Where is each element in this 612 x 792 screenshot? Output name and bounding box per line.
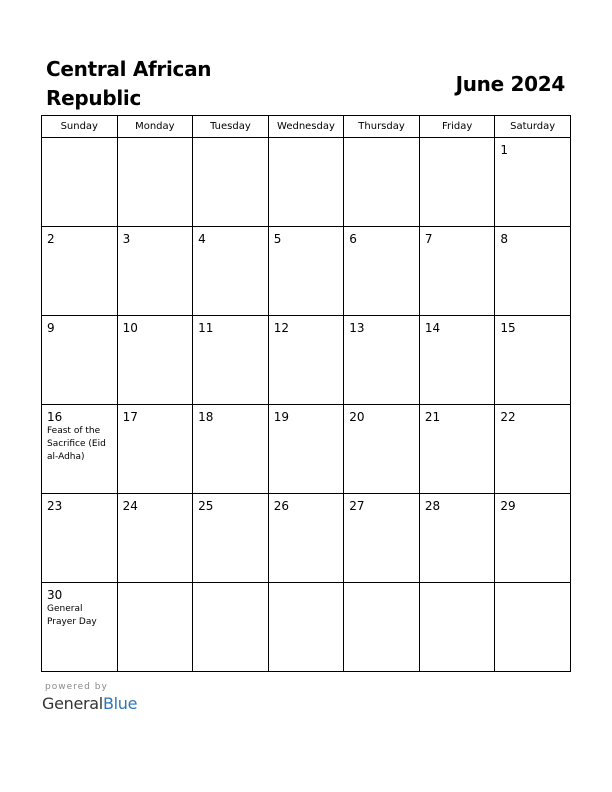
- day-number: [193, 138, 268, 143]
- day-cell: [344, 227, 420, 316]
- day-number: 5: [273, 232, 282, 246]
- day-number: [193, 583, 268, 588]
- weekday-header-row: [42, 116, 571, 138]
- country-title: Central African Republic: [46, 57, 212, 110]
- day-cell: [495, 405, 571, 494]
- day-number: 24: [122, 499, 138, 513]
- day-cell: [495, 138, 571, 227]
- day-cell: [268, 316, 344, 405]
- weekday-thursday: Thursday: [344, 116, 420, 138]
- week-row-4: [42, 405, 571, 494]
- day-cell: [419, 494, 495, 583]
- brand-part-blue: Blue: [102, 694, 138, 713]
- holiday-label: Feast of the Sacrifice (Eid al-Adha): [47, 426, 106, 462]
- day-number: 30: [47, 588, 63, 602]
- day-cell: [193, 405, 269, 494]
- week-row-6: [42, 583, 571, 672]
- day-cell: [117, 316, 193, 405]
- day-number: [118, 583, 193, 588]
- day-number: [269, 138, 344, 143]
- day-number: 22: [500, 410, 516, 424]
- day-cell: [419, 138, 495, 227]
- day-cell: [268, 494, 344, 583]
- day-cell: [117, 494, 193, 583]
- weekday-sunday: Sunday: [42, 116, 118, 138]
- week-row-5: [42, 494, 571, 583]
- week-row-1: [42, 138, 571, 227]
- day-number: 29: [500, 499, 516, 513]
- day-cell: [419, 583, 495, 672]
- day-number: 26: [273, 499, 289, 513]
- day-number: 20: [349, 410, 365, 424]
- weekday-tuesday: Tuesday: [193, 116, 269, 138]
- day-cell: [117, 583, 193, 672]
- day-number: [118, 138, 193, 143]
- day-cell: [495, 583, 571, 672]
- day-number: 16: [47, 410, 63, 424]
- day-number: 28: [424, 499, 441, 513]
- week-row-2: [42, 227, 571, 316]
- day-number: 17: [122, 410, 138, 424]
- day-cell: [268, 583, 344, 672]
- day-number: 8: [500, 232, 509, 246]
- day-cell: [495, 494, 571, 583]
- day-number: 3: [122, 232, 131, 246]
- day-cell: [42, 138, 118, 227]
- day-number: 4: [198, 232, 206, 246]
- day-number: 13: [349, 321, 365, 335]
- weekday-friday: Friday: [419, 116, 495, 138]
- weekday-wednesday: Wednesday: [268, 116, 344, 138]
- weekday-monday: Monday: [117, 116, 193, 138]
- day-cell: [268, 227, 344, 316]
- day-number: 21: [424, 410, 441, 424]
- day-cell: [42, 583, 118, 672]
- day-number: 9: [47, 321, 55, 335]
- day-cell: [193, 494, 269, 583]
- day-number: 1: [500, 143, 509, 157]
- day-cell: [117, 227, 193, 316]
- day-cell: [419, 316, 495, 405]
- day-number: 19: [273, 410, 289, 424]
- weekday-saturday: Saturday: [495, 116, 571, 138]
- day-cell: [117, 138, 193, 227]
- day-number: 10: [122, 321, 138, 335]
- day-number: 23: [47, 499, 63, 513]
- day-cell: [419, 227, 495, 316]
- holiday-label: General Prayer Day: [47, 604, 97, 627]
- day-cell: [42, 227, 118, 316]
- day-number: [42, 138, 117, 143]
- day-cell: [344, 494, 420, 583]
- day-cell: [42, 405, 118, 494]
- week-row-3: [42, 316, 571, 405]
- day-number: [420, 583, 495, 588]
- day-number: [420, 138, 495, 143]
- generalblue-logo[interactable]: [42, 694, 137, 714]
- day-cell: [193, 227, 269, 316]
- day-number: [495, 583, 570, 588]
- day-cell: [193, 138, 269, 227]
- day-number: 2: [47, 232, 55, 246]
- day-number: [344, 583, 419, 588]
- day-cell: [42, 316, 118, 405]
- day-number: 14: [424, 321, 441, 335]
- day-number: 11: [198, 321, 214, 335]
- day-cell: [268, 405, 344, 494]
- day-cell: [193, 316, 269, 405]
- calendar-grid: [41, 115, 571, 672]
- day-cell: [193, 583, 269, 672]
- day-number: 12: [273, 321, 289, 335]
- day-cell: [344, 583, 420, 672]
- day-number: [269, 583, 344, 588]
- day-number: 18: [198, 410, 214, 424]
- day-cell: [344, 316, 420, 405]
- day-cell: [495, 316, 571, 405]
- day-number: 25: [198, 499, 214, 513]
- day-cell: [117, 405, 193, 494]
- day-cell: [268, 138, 344, 227]
- brand-part-general: General: [42, 694, 103, 713]
- day-cell: [495, 227, 571, 316]
- day-number: [344, 138, 419, 143]
- powered-by-label: powered by: [45, 682, 108, 692]
- day-cell: [419, 405, 495, 494]
- month-year-title: June 2024: [455, 72, 565, 96]
- day-number: 6: [349, 232, 357, 246]
- day-number: 7: [424, 232, 433, 246]
- day-number: 27: [349, 499, 365, 513]
- day-number: 15: [500, 321, 516, 335]
- day-cell: [42, 494, 118, 583]
- day-cell: [344, 405, 420, 494]
- day-cell: [344, 138, 420, 227]
